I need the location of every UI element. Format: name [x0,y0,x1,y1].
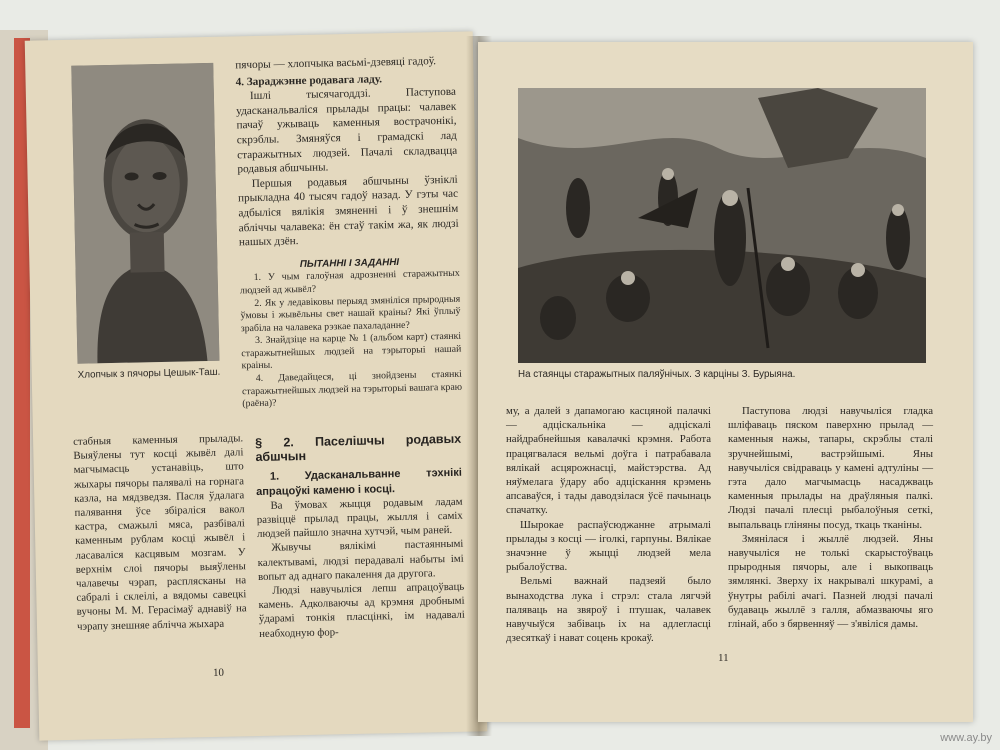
col1-paragraph-3: Вельмі важнай падзеяй было вынаходства лука і стрэл: стала лягчэй паляваць на звяроў і птушак, чалавек навучыўся забіваць іх на адлегласці дзесяткаў і нават соцень крокаў. [506,575,711,645]
section2-paragraph-3: Людзі навучыліся лепш апрацоўваць камень. Адколваючы ад крэмня дробнымі ўдарамі тонкія пласцінкі, ім надавалі неабходную фор- [258,580,465,640]
left-top-column [235,54,462,411]
left-page [25,31,488,740]
left-column-text: стабныя каменныя прылады. Выяўлены тут косці жывёл далі магчымасць устанавіць, што жыхары пячоры палявалі на горнага казла, на мядзведзя. Пасля ўдалага палявання ўсе збіраліся вакол кастра, смажылі мяса, разбівалі каменным рублам косці жывёл і ласаваліся касцявым мозгам. У верхнім слоі пячоры выяўлены чалавечы чэрап, расплясканы на сабралі і склеілі, а вядомы савецкі вучоны М. М. Герасімаў аднавіў на чэрапу знешняе аблічча жыхара [73,432,247,633]
section4-paragraph-2: Першыя родавыя абшчыны ўзніклі прыкладна 40 тысяч гадоў назад. У гэты час адбыліся вялікія змяненні і ў знешнім абліччы чалавека: ён стаў такім жа, як людзі нашых дзён. [237,173,459,249]
right-page-number: 11 [718,652,729,664]
right-column-2 [728,404,933,631]
section2-subtitle: 1. Удасканальванне тэхнікі апрацоўкі каменю і косці. [256,467,462,498]
right-column-1 [506,404,711,645]
section4-paragraph-1: Ішлі тысячагоддзі. Паступова удасканальваліся прылады працы: чалавек пачаў ужываць каменныя вострачонікі, скрэблы. Змяняўся і грамадскі лад старажытных людзей. Пачалі складвацца родавыя абшчыны. [236,85,458,176]
question-4: 4. Даведайцеся, ці знойдзены стаянкі старажытнейшых людзей на тэрыторыі вашага краю (раёна)? [241,368,463,410]
question-2: 2. Як у ледавіковы перыяд змяніліся прыродныя ўмовы і жывёльны свет нашай краіны? Які ўплыў зрабіла на чалавека рэзкае пахаладанне? [240,293,461,334]
left-lower-column [73,431,247,633]
watermark: www.ay.by [940,732,992,744]
portrait-caption: Хлопчык з пячоры Цешык-Таш. [77,366,221,381]
portrait-illustration [71,63,219,364]
right-page [478,42,973,722]
questions-title: ПЫТАННІ І ЗАДАННІ [299,256,400,270]
section2-paragraph-2: Жывучы вялікімі пастаяннымі калектывамі, людзі перадавалі набыты імі вопыт ад аднаго пакалення да другога. [257,538,464,583]
painting-scene [518,88,926,363]
left-page-number: 10 [212,666,225,679]
cave-painting-illustration [518,88,926,363]
portrait-photo [71,63,219,364]
col2-paragraph-2: Змянілася і жыллё людзей. Яны навучыліся не толькі скарыстоўваць прыродныя пячоры, але і выкопваць зямлянкі. Зверху іх накрывалі шкурамі, а ўнутры рабілі ачагі. Пазней людзі пачалі будаваць жыллё з галля, абмазваючы яго глінай, або з бярвенняў — з'явіліся дамы. [728,532,933,631]
col1-paragraph-1: му, а далей з дапамогаю касцяной палачкі — адціскальніка — адціскалі найдрабнейшыя кавалачкі крэмня. Работа працягвалася вельмі доўга і патрабавала вялікай асцярожнасці, майстэрства. Ад няўмелага ўдару або адціскання крэмень апсаваўся, і тады даводзілася ўсё пачынаць спачатку. [506,405,711,517]
painting-caption: На стаянцы старажытных паляўнічых. З карціны З. Бурыяна. [518,369,796,380]
continuation-text: пячоры — хлопчыка васьмі-дзевяці гадоў. [235,55,437,72]
section4-title: 4. Зараджэнне родавага ладу. [235,72,383,88]
col2-paragraph-1: Паступова людзі навучыліся гладка шліфаваць пяском паверхню прылад — каменныя нажы, тапары, скрэблы сталі зручнейшымі, вастрэйшымі. Яны навучыліся свідраваць у камені адтуліны — гэта дало магчымасць насаджваць каменныя прылады на драўляныя палкі. Людзі пачалі плесці рыбалоўныя сеткі, выпальваць гліняны посуд, ткаць тканіны. [728,405,933,531]
section2-title: § 2. Паселішчы родавых абшчын [255,431,462,465]
left-lower-right-column [255,432,465,641]
question-1: 1. У чым галоўная адрозненні старажытных людзей ад жывёл? [239,268,460,297]
section2-paragraph-1: Ва ўмовах жыцця родавым ладам развіццё прылад працы, жылля і саміх людзей пайшло значна хутчэй, чым раней. [256,495,463,541]
col1-paragraph-2: Шырокае распаўсюджанне атрымалі прылады з косці — іголкі, гарпуны. Вялікае значэнне ў жыцці людзей мела рыбалоўства. [506,518,711,574]
question-3: 3. Знайдзіце на карце № 1 (альбом карт) стаянкі старажытнейшых людзей на тэрыторыі нашай краіны. [241,330,462,372]
